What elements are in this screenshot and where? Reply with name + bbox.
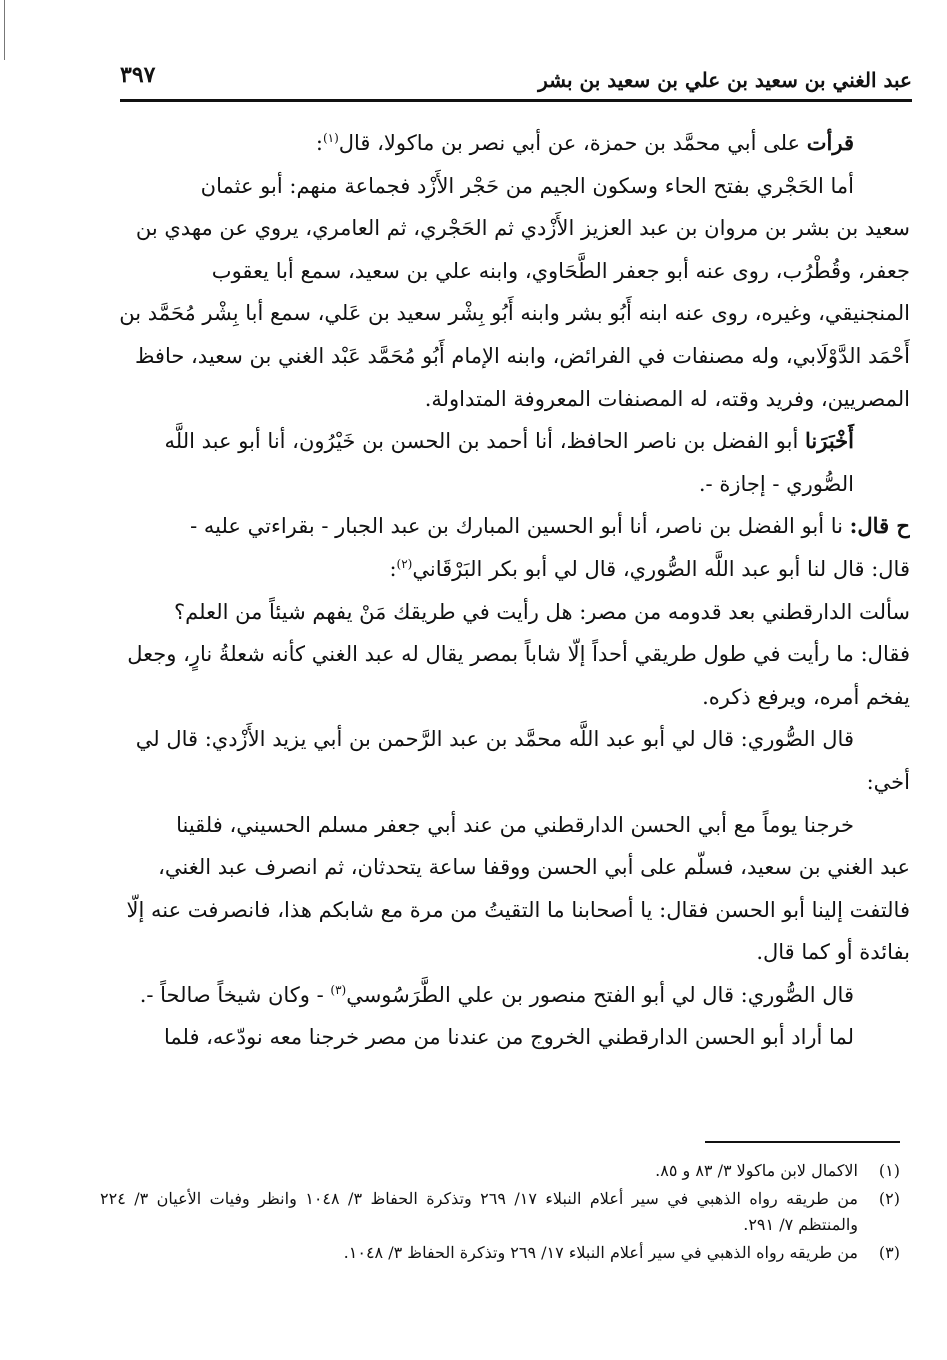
lead-word: ح قال:	[849, 513, 910, 539]
footnote-rule	[705, 1141, 900, 1143]
footnote-number: (١)	[878, 1161, 900, 1180]
footnote-text: من طريقه رواه الذهبي في سير أعلام النبلاء ١٧/ ٢٦٩ وتذكرة الحفاظ ٣/ ١٠٤٨ وانظر وفيات الأعيان ٣/ ٢٢٤ والمنتظم ٧/ ٢٩١.	[100, 1189, 858, 1234]
text-line	[110, 463, 910, 506]
footnote-number: (٢)	[878, 1189, 900, 1208]
line-text: قال الصُّوري: قال لي أبو الفتح منصور بن علي الطَّرَسُوسي	[346, 982, 854, 1007]
footnote-text: الاكمال لابن ماكولا ٣/ ٨٣ و ٨٥.	[655, 1161, 858, 1180]
text-line	[110, 591, 910, 634]
footnote-ref: (٢)	[396, 556, 413, 571]
page-number: ٣٩٧	[120, 62, 156, 88]
line-text: بفائدة أو كما قال.	[756, 940, 910, 965]
line-text: خرجنا يوماً مع أبي الحسن الدارقطني من عند أبي جعفر مسلم الحسيني، فلقينا	[176, 812, 854, 837]
footnote	[100, 1158, 900, 1184]
text-line	[110, 420, 910, 463]
line-text: سعيد بن بشر بن مروان بن عبد العزيز الأَزْدي ثم الحَجْري، ثم العامري، يروي عن مهدي بن	[135, 216, 910, 241]
text-line	[110, 931, 910, 974]
text-line	[110, 761, 910, 804]
footnote-ref: (١)	[322, 131, 339, 145]
line-text: جعفر، وقُطْرُب، روى عنه أبو جعفر الطَّحَاوي، وابنه علي بن سعيد، سمع أبا يعقوب	[211, 258, 910, 283]
line-text: على أبي محمَّد بن حمزة، عن أبي نصر بن ماكولا، قال	[338, 131, 807, 155]
line-text-after: :	[389, 556, 397, 581]
text-line	[110, 804, 910, 847]
line-text: أخي:	[866, 769, 910, 794]
line-text: فقال: ما رأيت في طول طريقي أحداً إلّا شاباً بمصر يقال له عبد الغني كأنه شعلةُ نارٍ، وجعل	[127, 642, 910, 667]
text-line	[110, 335, 910, 378]
text-line	[110, 633, 910, 676]
line-text: أَحْمَد الدَّوْلَابي، وله مصنفات في الفرائض، وابنه الإمام أَبُو مُحَمَّد عَبْد الغني بن سعيد، حافظ	[134, 343, 910, 368]
line-text: قال: قال لنا أبو عبد اللَّه الصُّوري، قال لي أبو بكر البَرْقَاني	[412, 556, 910, 581]
text-line	[110, 378, 910, 421]
text-line	[110, 718, 910, 761]
text-line	[110, 250, 910, 293]
line-text: فالتفت إلينا أبو الحسن فقال: يا أصحابنا ما التقيتُ من مرة مع شابكم هذا، فانصرفت عنه إلّا	[126, 897, 910, 922]
text-line	[110, 122, 910, 165]
line-text: عبد الغني بن سعيد، فسلّم على أبي الحسن ووقفا ساعة يتحدثان، ثم انصرف عبد الغني،	[158, 855, 910, 880]
footnotes	[100, 1158, 900, 1268]
running-title: عبد الغني بن سعيد بن علي بن سعيد بن بشر	[538, 68, 912, 92]
line-text-after: :	[315, 131, 323, 155]
text-line	[110, 676, 910, 719]
text-line	[110, 505, 910, 548]
text-line	[110, 165, 910, 208]
line-text: المصريين، وفريد وقته، له المصنفات المعروفة المتداولة.	[424, 386, 910, 411]
footnote	[100, 1186, 900, 1238]
lead-word: أَخْبَرَنا	[805, 428, 854, 454]
line-text: نا أبو الفضل بن ناصر، أنا أبو الحسين المبارك بن عبد الجبار - بقراءتي عليه -	[190, 514, 850, 539]
line-text: لما أراد أبو الحسن الدارقطني الخروج من عندنا من مصر خرجنا معه نودّعه، فلما	[163, 1025, 854, 1050]
text-line	[110, 889, 910, 932]
line-text: أما الحَجْري بفتح الحاء وسكون الجيم من حَجْر الأَزْد فجماعة منهم: أبو عثمان	[200, 173, 854, 198]
text-line	[110, 846, 910, 889]
footnote-number: (٣)	[878, 1243, 900, 1262]
line-text: سألت الدارقطني بعد قدومه من مصر: هل رأيت في طريقك مَنْ يفهم شيئاً من العلم؟	[174, 599, 910, 624]
footnote-ref: (٣)	[330, 982, 347, 997]
footnote	[100, 1240, 900, 1266]
lead-word: قرأت	[806, 130, 854, 155]
text-line	[110, 1016, 910, 1059]
line-text: الصُّوري - إجازة -.	[698, 471, 854, 496]
page-header	[118, 58, 912, 98]
header-rule	[120, 99, 912, 102]
line-text: المنجنيقي، وغيره، روى عنه ابنه أَبُو بشر وابنه أَبُو بِشْر سعيد بن عَلي، سمع أبا بِشْر مُحَمَّد بن	[119, 301, 910, 326]
text-line	[110, 548, 910, 591]
text-line	[110, 974, 910, 1017]
line-text-after: - وكان شيخاً صالحاً -.	[139, 982, 331, 1007]
text-line	[110, 292, 910, 335]
line-text: أبو الفضل بن ناصر الحافظ، أنا أحمد بن الحسن بن خَيْرُون، أنا أبو عبد اللَّه	[164, 429, 806, 454]
scan-edge-mark	[4, 0, 5, 60]
line-text: يفخم أمره، ويرفع ذكره.	[702, 684, 910, 709]
text-line	[110, 207, 910, 250]
line-text: قال الصُّوري: قال لي أبو عبد اللَّه محمَّد بن عبد الرَّحمن بن أبي يزيد الأَزْدي: قال لي	[135, 727, 854, 752]
footnote-text: من طريقه رواه الذهبي في سير أعلام النبلاء ١٧/ ٢٦٩ وتذكرة الحفاظ ٣/ ١٠٤٨.	[343, 1243, 858, 1262]
body-text	[110, 122, 910, 1059]
